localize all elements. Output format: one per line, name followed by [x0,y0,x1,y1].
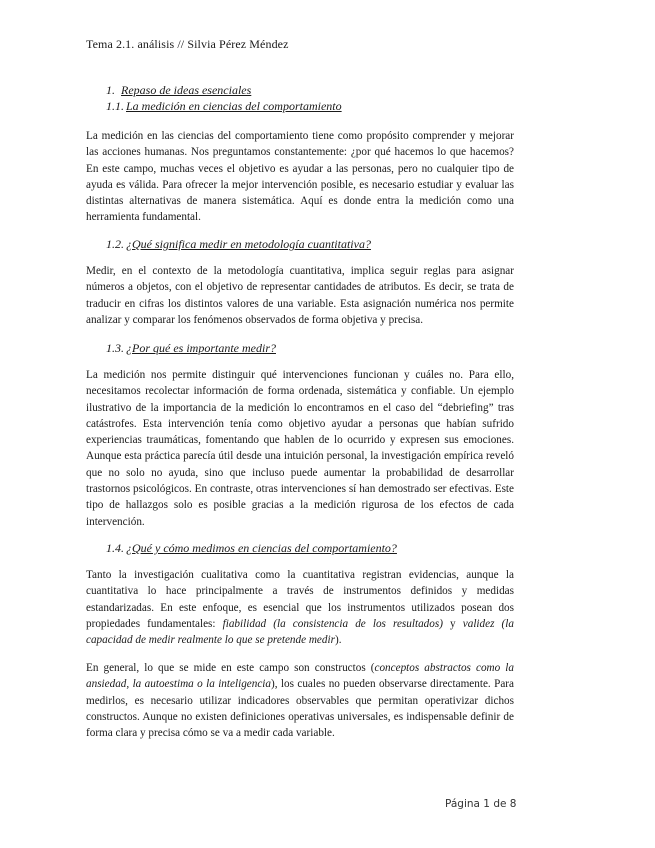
heading-title: Repaso de ideas esenciales [121,83,252,97]
heading-title: ¿Qué significa medir en metodología cuantitativa? [126,237,371,251]
heading-number: 1.2. [106,237,124,251]
paragraph-text: ), los cuales no pueden observarse directamente. Para medirlos, es necesario utilizar indicadores observables que permitan operativizar dichos constructos. Aunque no existen definiciones operativas universales, es indispensable definir de forma clara y precisa cómo se va a medir cada variable. [86,678,514,740]
heading-title: ¿Por qué es importante medir? [126,341,276,355]
paragraph-medir: Medir, en el contexto de la metodología cuantitativa, implica seguir reglas para asignar números a objetos, con el objetivo de representar cantidades de atributos. Es decir, se trata de traducir en cifras los distintos valores de una variable. Esta asignación numérica nos permite analizar y comparar los fenómenos observados de forma objetiva y precisa. [86,265,514,326]
heading-number: 1.3. [106,341,124,355]
paragraph-text: y [442,617,463,630]
paragraph-importancia: La medición nos permite distinguir qué intervenciones funcionan y cuáles no. Para ello, necesitamos recolectar información de forma ordenada, sistemática y confiable. Un ejemplo ilustrativo de la importancia de la medición lo encontramos en el caso del “debriefing” tras catástrofes. Esta intervención tenía como objetivo ayudar a personas que habían sufrido experiencias traumáticas, fomentando que hablen de lo ocurrido y expresen sus emociones. Aunque esta práctica parecía útil desde una intuición personal, la investigación empírica reveló que no solo no ayuda, sino que incluso puede aumentar la probabilidad de desarrollar trastornos psicológicos. En contraste, otras intervenciones sí han demostrado ser efectivas. Este tipo de hallazgos solo es posible gracias a la medición rigurosa de los efectos de cada intervención. [86,369,514,528]
heading-title: ¿Qué y cómo medimos en ciencias del comportamiento? [126,541,397,555]
paragraph-constructos [86,660,514,741]
paragraph-text: En general, lo que se mide en este campo son constructos ( [86,662,375,674]
heading-section-1-2 [106,237,371,252]
heading-title: La medición en ciencias del comportamiento [126,99,342,113]
paragraph-text: Tanto la investigación cualitativa como la cuantitativa registran evidencias, aunque la cuantitativa lo hace principalmente a través de instrumentos definidos y medidas estandarizadas. En este enfoque, es esencial que los instrumentos utilizados posean dos propiedades fundamentales: [86,569,514,630]
page-number: Página 1 de 8 [445,798,517,810]
heading-number: 1. [106,83,115,97]
emphasis-validez: validez (la capacidad de medir realmente lo que se pretende medir [86,617,514,647]
heading-section-1 [106,83,251,98]
heading-section-1-4 [106,541,397,556]
paragraph-medicion: La medición en las ciencias del comportamiento tiene como propósito comprender y mejorar las acciones humanas. Nos preguntamos constantemente: ¿por qué hacemos lo que hacemos? En este campo, muchas veces el objetivo es ayudar a las personas, pero no cualquier tipo de ayuda es válida. Para ofrecer la mejor intervención posible, es necesario estudiar y evaluar las distintas alternativas de manera sistemática. Aquí es donde entra la medición como una herramienta fundamental. [86,130,514,224]
paragraph-text: ). [334,634,342,647]
heading-section-1-3 [106,341,276,356]
emphasis-constructos: conceptos abstractos como la ansiedad, la autoestima o la inteligencia [86,662,514,691]
page-header: Tema 2.1. análisis // Silvia Pérez Méndez [86,37,289,51]
emphasis-fiabilidad: fiabilidad (la consistencia de los resultados) [222,617,443,630]
heading-number: 1.1. [106,99,124,113]
heading-number: 1.4. [106,541,124,555]
heading-section-1-1 [106,99,342,114]
paragraph-que-medimos [86,567,514,648]
